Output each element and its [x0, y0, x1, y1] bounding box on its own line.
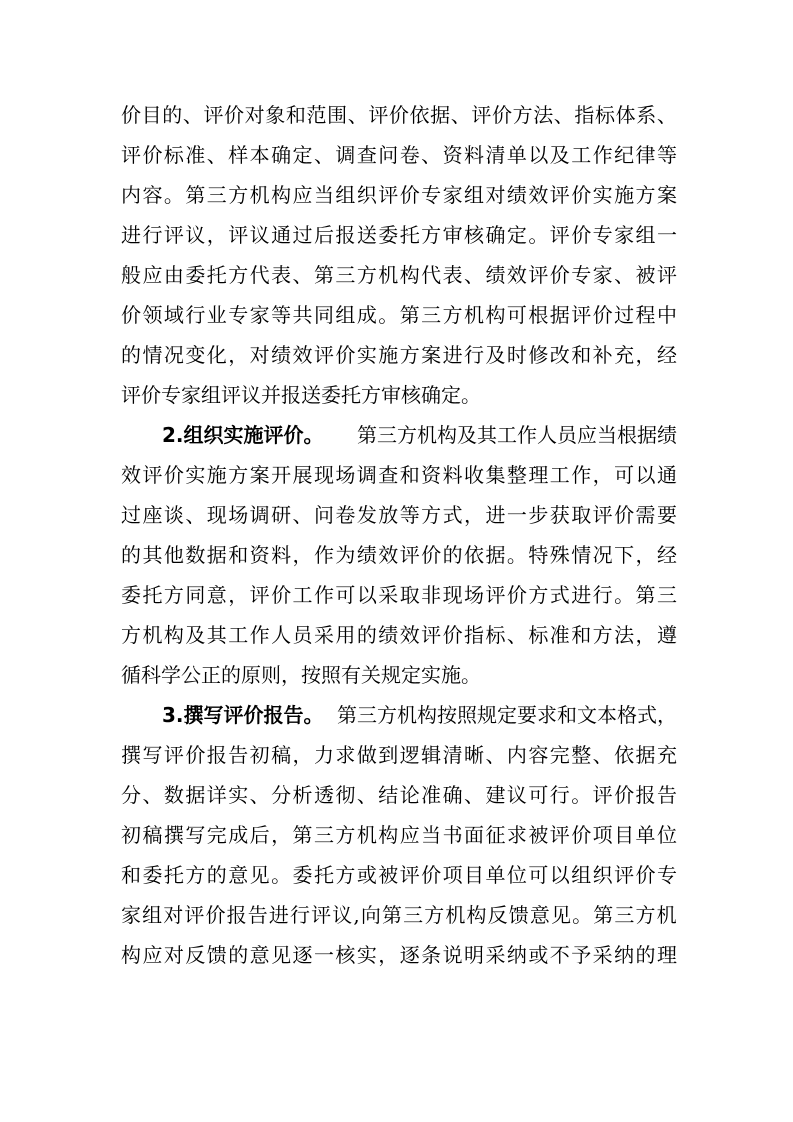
para2-heading: 2.组织实施评价。 [162, 423, 324, 447]
para3-line: 家 组 对 评 价 报 告 进 行 评 议 , 向 第 三 方 机 构 反 馈 意 见 。 第 三 方 机 [121, 903, 677, 927]
para1-line: 的 情 况 变 化 ， 对 绩 效 评 价 实 施 方 案 进 行 及 时 修 改 和 补 充 ， 经 [121, 343, 677, 367]
para3-line: 分 、 数 据 详 实 、 分 析 透 彻 、 结 论 准 确 、 建 议 可 行 。 评 价 报 告 [121, 783, 677, 807]
para2-first-line-text: 第三方机构及其工作人员应当根据绩 [357, 423, 677, 447]
para3-line: 初 稿 撰 写 完 成 后 ， 第 三 方 机 构 应 当 书 面 征 求 被 评 价 项 目 单 位 [121, 823, 677, 847]
para2-first-line [121, 415, 677, 455]
para2-line: 过 座 谈 、 现 场 调 研 、 问 卷 发 放 等 方 式 ， 进 一 步 获 取 评 价 需 要 [121, 503, 677, 527]
para2-line: 的 其 他 数 据 和 资 料 ， 作 为 绩 效 评 价 的 依 据 。 特 殊 情 况 下 ， 经 [121, 543, 677, 567]
para1-line: 内 容 。 第 三 方 机 构 应 当 组 织 评 价 专 家 组 对 绩 效 评 价 实 施 方 案 [121, 183, 677, 207]
para3-line: 撰 写 评 价 报 告 初 稿 ， 力 求 做 到 逻 辑 清 晰 、 内 容 完 整 、 依 据 充 [121, 743, 677, 767]
para1-line: 价 目 的 、 评 价 对 象 和 范 围 、 评 价 依 据 、 评 价 方 法 、 指 标 体 系 、 [121, 103, 677, 127]
para2-line: 循科学公正的原则，按照有关规定实施。 [121, 663, 481, 687]
para2-line: 方 机 构 及 其 工 作 人 员 采 用 的 绩 效 评 价 指 标 、 标 准 和 方 法 ， 遵 [121, 623, 677, 647]
para3-line: 和 委 托 方 的 意 见 。 委 托 方 或 被 评 价 项 目 单 位 可 以 组 织 评 价 专 [121, 863, 677, 887]
para1-line: 价 领 域 行 业 专 家 等 共 同 组 成 。 第 三 方 机 构 可 根 据 评 价 过 程 中 [121, 303, 677, 327]
document-body [121, 95, 677, 975]
para3-heading: 3.撰写评价报告。 [162, 703, 324, 727]
para3-first-line-text: 第三方机构按照规定要求和文本格式， [337, 703, 677, 727]
para1-line: 评 价 标 准 、 样 本 确 定 、 调 查 问 卷 、 资 料 清 单 以 及 工 作 纪 律 等 [121, 143, 677, 167]
para1-line: 进 行 评 议 ， 评 议 通 过 后 报 送 委 托 方 审 核 确 定 。 评 价 专 家 组 一 [121, 223, 677, 247]
para2-line: 效 评 价 实 施 方 案 开 展 现 场 调 查 和 资 料 收 集 整 理 工 作 ， 可 以 通 [121, 463, 677, 487]
para1-line: 评价专家组评议并报送委托方审核确定。 [121, 383, 481, 407]
para1-line: 般 应 由 委 托 方 代 表 、 第 三 方 机 构 代 表 、 绩 效 评 价 专 家 、 被 评 [121, 263, 677, 287]
para3-line: 构 应 对 反 馈 的 意 见 逐 一 核 实 ， 逐 条 说 明 采 纳 或 不 予 采 纳 的 理 [121, 943, 677, 967]
para2-line: 委 托 方 同 意 ， 评 价 工 作 可 以 采 取 非 现 场 评 价 方 式 进 行 。 第 三 [121, 583, 677, 607]
para3-first-line [121, 695, 677, 735]
